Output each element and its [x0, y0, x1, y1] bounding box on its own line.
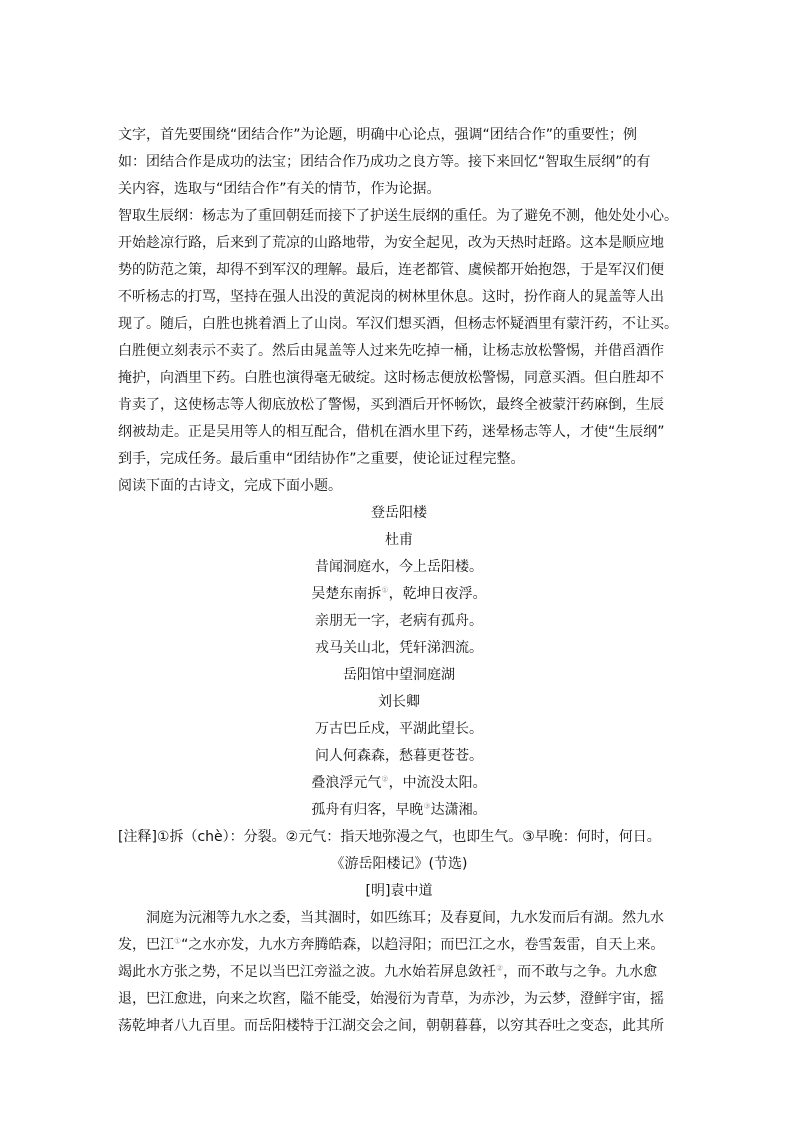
story-line: 掩护，向酒里下药。白胜也演得毫无破绽。这时杨志便放松警惕，同意买酒。但白胜却不	[118, 370, 664, 386]
story-line: 到手，完成任务。最后重申“团结协作”之重要，使论证过程完整。	[118, 451, 525, 467]
intro-paragraph	[118, 122, 680, 203]
poem-1-title: 登岳阳楼	[371, 505, 427, 521]
footnote-marker: ①	[381, 585, 389, 595]
poem-2-title: 岳阳馆中望洞庭湖	[343, 667, 455, 683]
prose-line-text: ，而不敢与之争。九水愈	[503, 964, 658, 980]
poem-2-author: 刘长卿	[378, 694, 420, 710]
prose-title: 《游岳阳楼记》(节选)	[330, 856, 468, 872]
footnote-marker: ②	[381, 774, 389, 784]
poem-2-line-text: ，中流没太阳。	[388, 775, 487, 791]
prose-excerpt	[118, 851, 680, 1040]
footnote-marker: ③	[423, 801, 431, 811]
prose-line: 荡乾坤者八九百里。而岳阳楼特于江湖交会之间，朝朝暮暮，以穷其吞吐之变态，此其所	[118, 1018, 664, 1034]
prose-line: 洞庭为沅湘等九水之委，当其涸时，如匹练耳；及春夏间，九水发而后有湖。然九水	[146, 910, 664, 926]
poem-1-line: 亲朋无一字，老病有孤舟。	[315, 613, 483, 629]
prose-line: 退，巴江愈进，向来之坎窞，隘不能受，始漫衍为青草，为赤沙，为云梦，澄鲜宇宙，摇	[118, 991, 664, 1007]
poem-1-line: 昔闻洞庭水，今上岳阳楼。	[315, 559, 483, 575]
story-paragraph	[118, 203, 680, 473]
prose-line-text: 竭此水方张之势，不足以当巴江旁溢之波。九水始若屏息敛衽	[118, 964, 496, 980]
intro-line: 关内容，选取与“团结合作”有关的情节，作为论据。	[118, 181, 441, 197]
poem-2-line: 问人何森森，愁暮更苍苍。	[315, 748, 483, 764]
prose-line-text: “之水亦发，九水方奔腾皓森，以趋浔阳；而巴江之水，卷雪轰雷，自天上来。	[181, 937, 665, 953]
poem-2	[118, 662, 680, 824]
poem-2-line	[118, 797, 680, 824]
poem-1-line-text: ，乾坤日夜浮。	[388, 586, 487, 602]
poem-1-line	[118, 581, 680, 608]
story-line: 势的防范之策，却得不到军汉的理解。最后，连老都管、虞候都开始抱怨，于是军汉们便	[118, 262, 664, 278]
poem-2-line-text: 孤舟有归客，早晚	[311, 802, 424, 818]
poem-1	[118, 500, 680, 662]
poem-1-line: 戎马关山北，凭轩涕泗流。	[315, 640, 483, 656]
poem-1-line-text: 吴楚东南拆	[311, 586, 382, 602]
poem-1-author: 杜甫	[385, 532, 413, 548]
story-line: 不听杨志的打骂，坚持在强人出没的黄泥岗的树林里休息。这时，扮作商人的晁盖等人出	[118, 289, 664, 305]
footnote-marker: ②	[496, 963, 504, 973]
poem-2-line: 万古巴丘戍，平湖此望长。	[315, 721, 483, 737]
story-line: 现了。随后，白胜也挑着酒上了山岗。军汉们想买酒，但杨志怀疑酒里有蒙汗药，不让买。	[118, 316, 678, 332]
story-line: 肯卖了，这使杨志等人彻底放松了警惕，买到酒后开怀畅饮，最终全被蒙汗药麻倒，生辰	[118, 397, 664, 413]
story-line: 开始趁凉行路，后来到了荒凉的山路地带，为安全起见，改为天热时赶路。这本是顺应地	[118, 235, 664, 251]
story-line: 智取生辰纲：杨志为了重回朝廷而接下了护送生辰纲的重任。为了避免不测，他处处小心。	[118, 208, 678, 224]
poem-2-line	[118, 770, 680, 797]
prose-author: [明]袁中道	[365, 883, 433, 899]
prose-line	[118, 932, 680, 959]
intro-line: 文字，首先要围绕“团结合作”为论题，明确中心论点，强调“团结合作”的重要性；例	[118, 127, 638, 143]
prose-line-text: 发，巴江	[118, 937, 174, 953]
prose-line	[118, 959, 680, 986]
document-page	[118, 122, 680, 1040]
poem-2-line-text: 叠浪浮元气	[311, 775, 382, 791]
reading-instruction: 阅读下面的古诗文，完成下面小题。	[118, 478, 342, 494]
intro-line: 如：团结合作是成功的法宝；团结合作乃成功之良方等。接下来回忆“智取生辰纲”的有	[118, 154, 651, 170]
poem-2-line-text: 达潇湘。	[430, 802, 487, 818]
story-line: 纲被劫走。正是吴用等人的相互配合，借机在酒水里下药，迷晕杨志等人，才使“生辰纲”	[118, 424, 665, 440]
story-line: 白胜便立刻表示不卖了。然后由晁盖等人过来先吃掉一桶，让杨志放松警惕，并借舀酒作	[118, 343, 664, 359]
annotation-notes: [注释]①拆（chè）：分裂。②元气：指天地弥漫之气，也即生气。③早晚：何时，何日。	[118, 829, 661, 845]
footnote-marker: ①	[174, 936, 182, 946]
